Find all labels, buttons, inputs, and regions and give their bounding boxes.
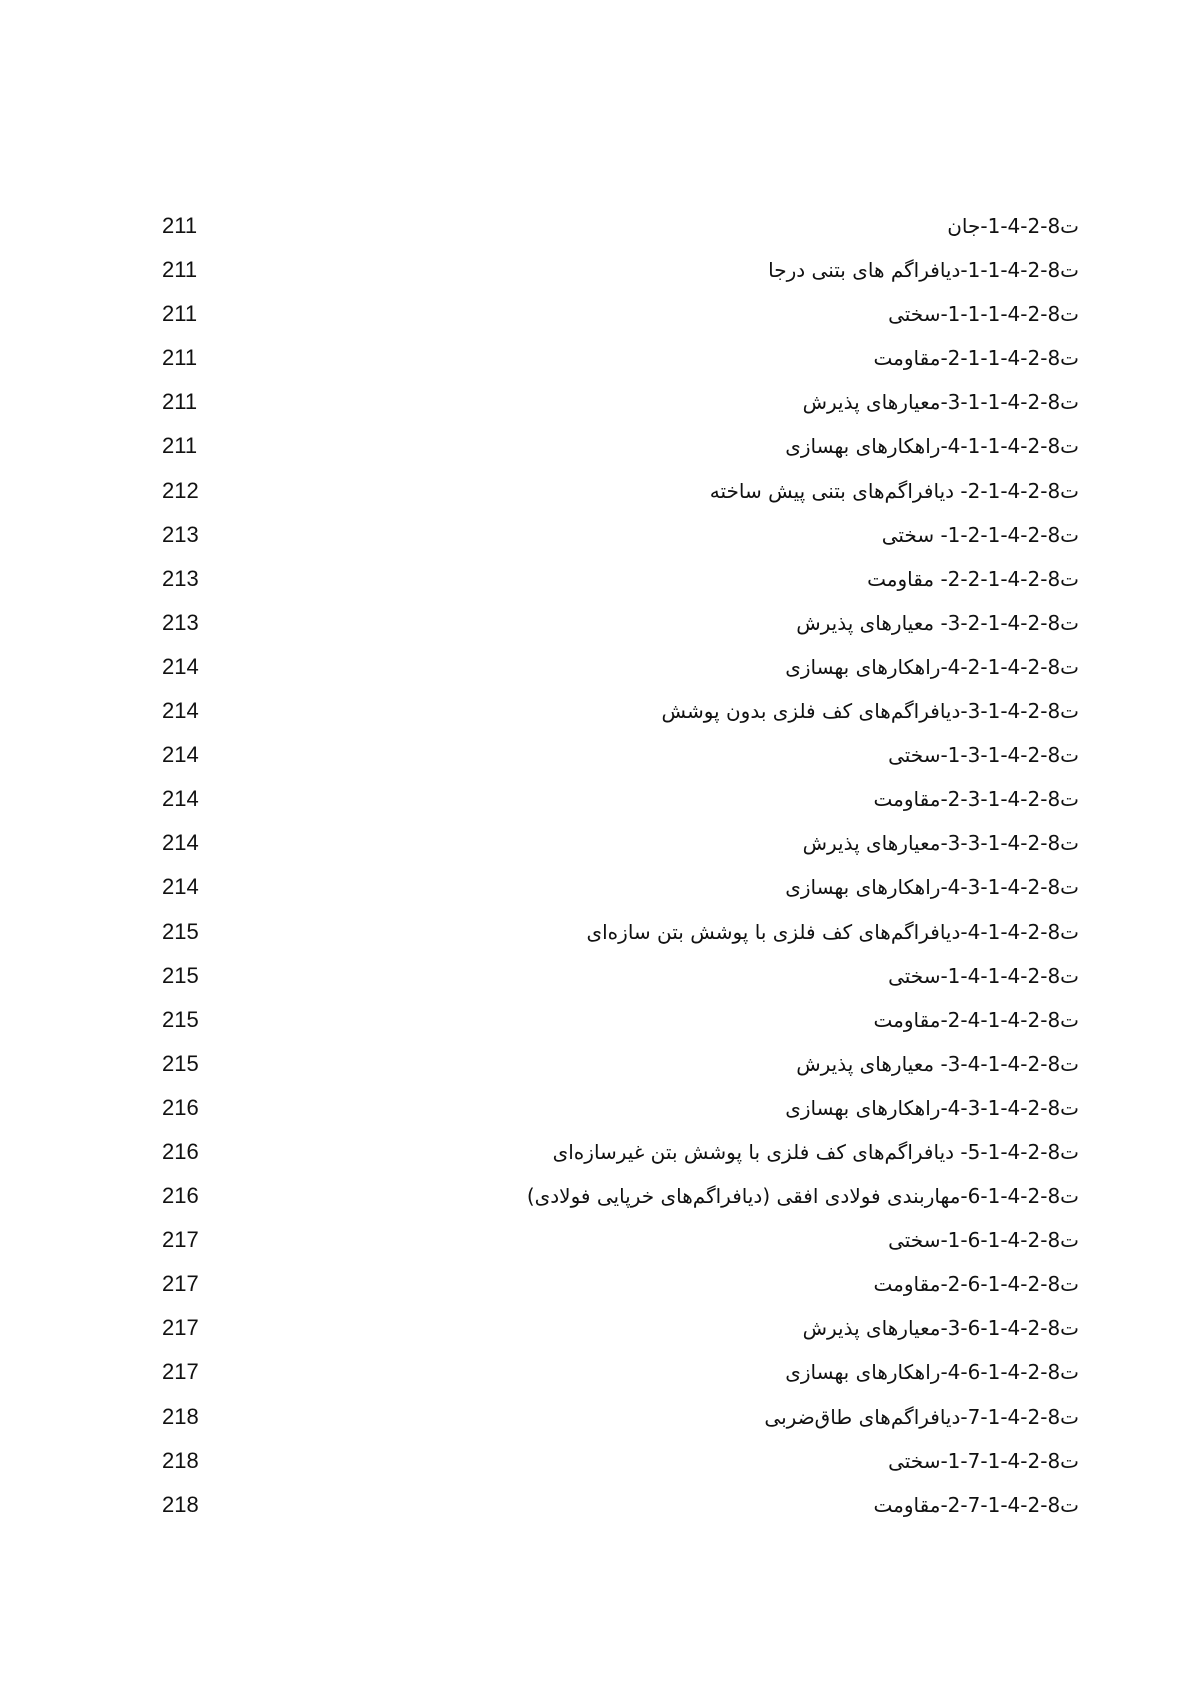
toc-entry[interactable] — [0, 741, 1191, 785]
toc-entry[interactable] — [0, 918, 1191, 962]
toc-entry-title: ت8-2-4-1-3-3-معیارهای پذیرش — [802, 831, 1079, 856]
toc-entry-page-number: 217 — [162, 1315, 199, 1341]
toc-entry-title: ت8-2-4-1-4-2-مقاومت — [873, 1007, 1079, 1032]
toc-entry[interactable] — [0, 388, 1191, 432]
toc-entry[interactable] — [0, 829, 1191, 873]
toc-entry-page-number: 214 — [162, 698, 199, 724]
toc-entry[interactable] — [0, 1050, 1191, 1094]
toc-entry-title: ت8-2-4-1-5- دیافراگم‌های کف فلزی با پوشش بتن غیرسازه‌ای — [552, 1139, 1079, 1164]
toc-entry[interactable] — [0, 477, 1191, 521]
toc-entry[interactable] — [0, 1358, 1191, 1402]
toc-entry-title: ت8-2-4-1-1-1-سختی — [888, 302, 1079, 327]
toc-entry[interactable] — [0, 432, 1191, 476]
toc-entry-title: ت8-2-4-1-7-دیافراگم‌های طاق‌ضربی — [764, 1404, 1079, 1429]
toc-entry-page-number: 211 — [162, 345, 198, 371]
toc-entry-page-number: 211 — [162, 213, 198, 238]
toc-entry-title: ت8-2-4-1-6-1-سختی — [888, 1228, 1079, 1253]
toc-entry-title: ت8-2-4-1-3-4-راهکارهای بهسازی — [785, 1095, 1079, 1120]
toc-entry-page-number: 211 — [162, 301, 198, 327]
toc-entry-title: ت8-2-4-1-4-دیافراگم‌های کف فلزی با پوشش بتن سازه‌ای — [586, 919, 1079, 944]
toc-entry-title: ت8-2-4-1-2- دیافراگم‌های بتنی پیش ساخته — [709, 478, 1079, 503]
toc-entry-page-number: 213 — [162, 521, 199, 547]
toc-entry[interactable] — [0, 1491, 1191, 1535]
toc-entry[interactable] — [0, 565, 1191, 609]
toc-entry-title: ت8-2-4-1-4-3- معیارهای پذیرش — [796, 1051, 1079, 1076]
toc-entry-title: ت8-2-4-1-6-2-مقاومت — [873, 1272, 1079, 1297]
toc-entry-page-number: 211 — [162, 389, 198, 415]
toc-entry-page-number: 216 — [162, 1183, 199, 1209]
toc-entry[interactable] — [0, 609, 1191, 653]
toc-entry-title: ت8-2-4-1-1-4-راهکارهای بهسازی — [785, 434, 1079, 459]
toc-entry-page-number: 218 — [162, 1403, 199, 1429]
toc-entry-title: ت8-2-4-1-1-2-مقاومت — [873, 346, 1079, 371]
toc-entry[interactable] — [0, 962, 1191, 1006]
toc-entry-title: ت8-2-4-1-6-4-راهکارهای بهسازی — [785, 1360, 1079, 1385]
toc-entry-page-number: 214 — [162, 786, 199, 812]
toc-entry[interactable] — [0, 873, 1191, 917]
toc-entry[interactable] — [0, 344, 1191, 388]
toc-entry-title: ت8-2-4-1-3-دیافراگم‌های کف فلزی بدون پوشش — [661, 699, 1079, 724]
toc-entry-page-number: 218 — [162, 1491, 199, 1517]
toc-entry-page-number: 218 — [162, 1447, 199, 1473]
toc-entry-page-number: 216 — [162, 1094, 199, 1120]
toc-entry-page-number: 214 — [162, 874, 199, 900]
toc-entry-page-number: 215 — [162, 1050, 199, 1076]
toc-entry-page-number: 213 — [162, 609, 199, 635]
toc-entry-title: ت8-2-4-1-3-2-مقاومت — [873, 787, 1079, 812]
toc-entry[interactable] — [0, 1138, 1191, 1182]
toc-entry[interactable] — [0, 1226, 1191, 1270]
toc-entry-page-number: 217 — [162, 1359, 199, 1385]
toc-entry-title: ت8-2-4-1-2-2- مقاومت — [867, 566, 1079, 591]
toc-entry-title: ت8-2-4-1-6-مهاربندی فولادی افقی (دیافراگم‌های خرپایی فولادی) — [526, 1184, 1079, 1209]
toc-entry-title: ت8-2-4-1-7-1-سختی — [888, 1448, 1079, 1473]
toc-entry[interactable] — [0, 697, 1191, 741]
toc-entry-title: ت8-2-4-1-2-3- معیارهای پذیرش — [796, 610, 1079, 635]
toc-entry-page-number: 211 — [162, 257, 198, 283]
toc-entry-page-number: 215 — [162, 962, 199, 988]
toc-entry[interactable] — [0, 212, 1191, 256]
toc-entry[interactable] — [0, 1447, 1191, 1491]
toc-entry-page-number: 217 — [162, 1271, 199, 1297]
toc-entry-title: ت8-2-4-1-7-2-مقاومت — [873, 1492, 1079, 1517]
toc-entry[interactable] — [0, 1182, 1191, 1226]
toc-entry-title: ت8-2-4-1-2-1- سختی — [881, 522, 1079, 547]
toc-entry-page-number: 215 — [162, 918, 199, 944]
toc-entry-page-number: 217 — [162, 1227, 199, 1253]
toc-entry-page-number: 213 — [162, 565, 199, 591]
toc-entry-title: ت8-2-4-1-3-4-راهکارهای بهسازی — [785, 875, 1079, 900]
table-of-contents — [0, 212, 1191, 1535]
toc-entry-title: ت8-2-4-1-3-1-سختی — [888, 743, 1079, 768]
toc-entry-title: ت8-2-4-1-جان — [947, 214, 1079, 238]
toc-entry-title: ت8-2-4-1-6-3-معیارهای پذیرش — [802, 1316, 1079, 1341]
toc-entry[interactable] — [0, 1403, 1191, 1447]
toc-entry[interactable] — [0, 1006, 1191, 1050]
toc-entry[interactable] — [0, 1094, 1191, 1138]
toc-entry-page-number: 212 — [162, 477, 199, 503]
toc-entry-title: ت8-2-4-1-1-3-معیارهای پذیرش — [802, 390, 1079, 415]
toc-entry[interactable] — [0, 521, 1191, 565]
toc-entry-title: ت8-2-4-1-2-4-راهکارهای بهسازی — [785, 654, 1079, 679]
toc-entry[interactable] — [0, 1314, 1191, 1358]
toc-entry[interactable] — [0, 1270, 1191, 1314]
toc-entry[interactable] — [0, 256, 1191, 300]
toc-entry[interactable] — [0, 300, 1191, 344]
toc-entry-page-number: 214 — [162, 653, 199, 679]
toc-entry[interactable] — [0, 653, 1191, 697]
toc-entry-page-number: 214 — [162, 742, 199, 768]
toc-entry-title: ت8-2-4-1-1-دیافراگم های بتنی درجا — [768, 258, 1079, 283]
toc-entry-page-number: 215 — [162, 1006, 199, 1032]
toc-entry-page-number: 216 — [162, 1138, 199, 1164]
toc-entry-title: ت8-2-4-1-4-1-سختی — [888, 963, 1079, 988]
toc-entry-page-number: 211 — [162, 433, 198, 459]
toc-entry[interactable] — [0, 785, 1191, 829]
toc-entry-page-number: 214 — [162, 830, 199, 856]
